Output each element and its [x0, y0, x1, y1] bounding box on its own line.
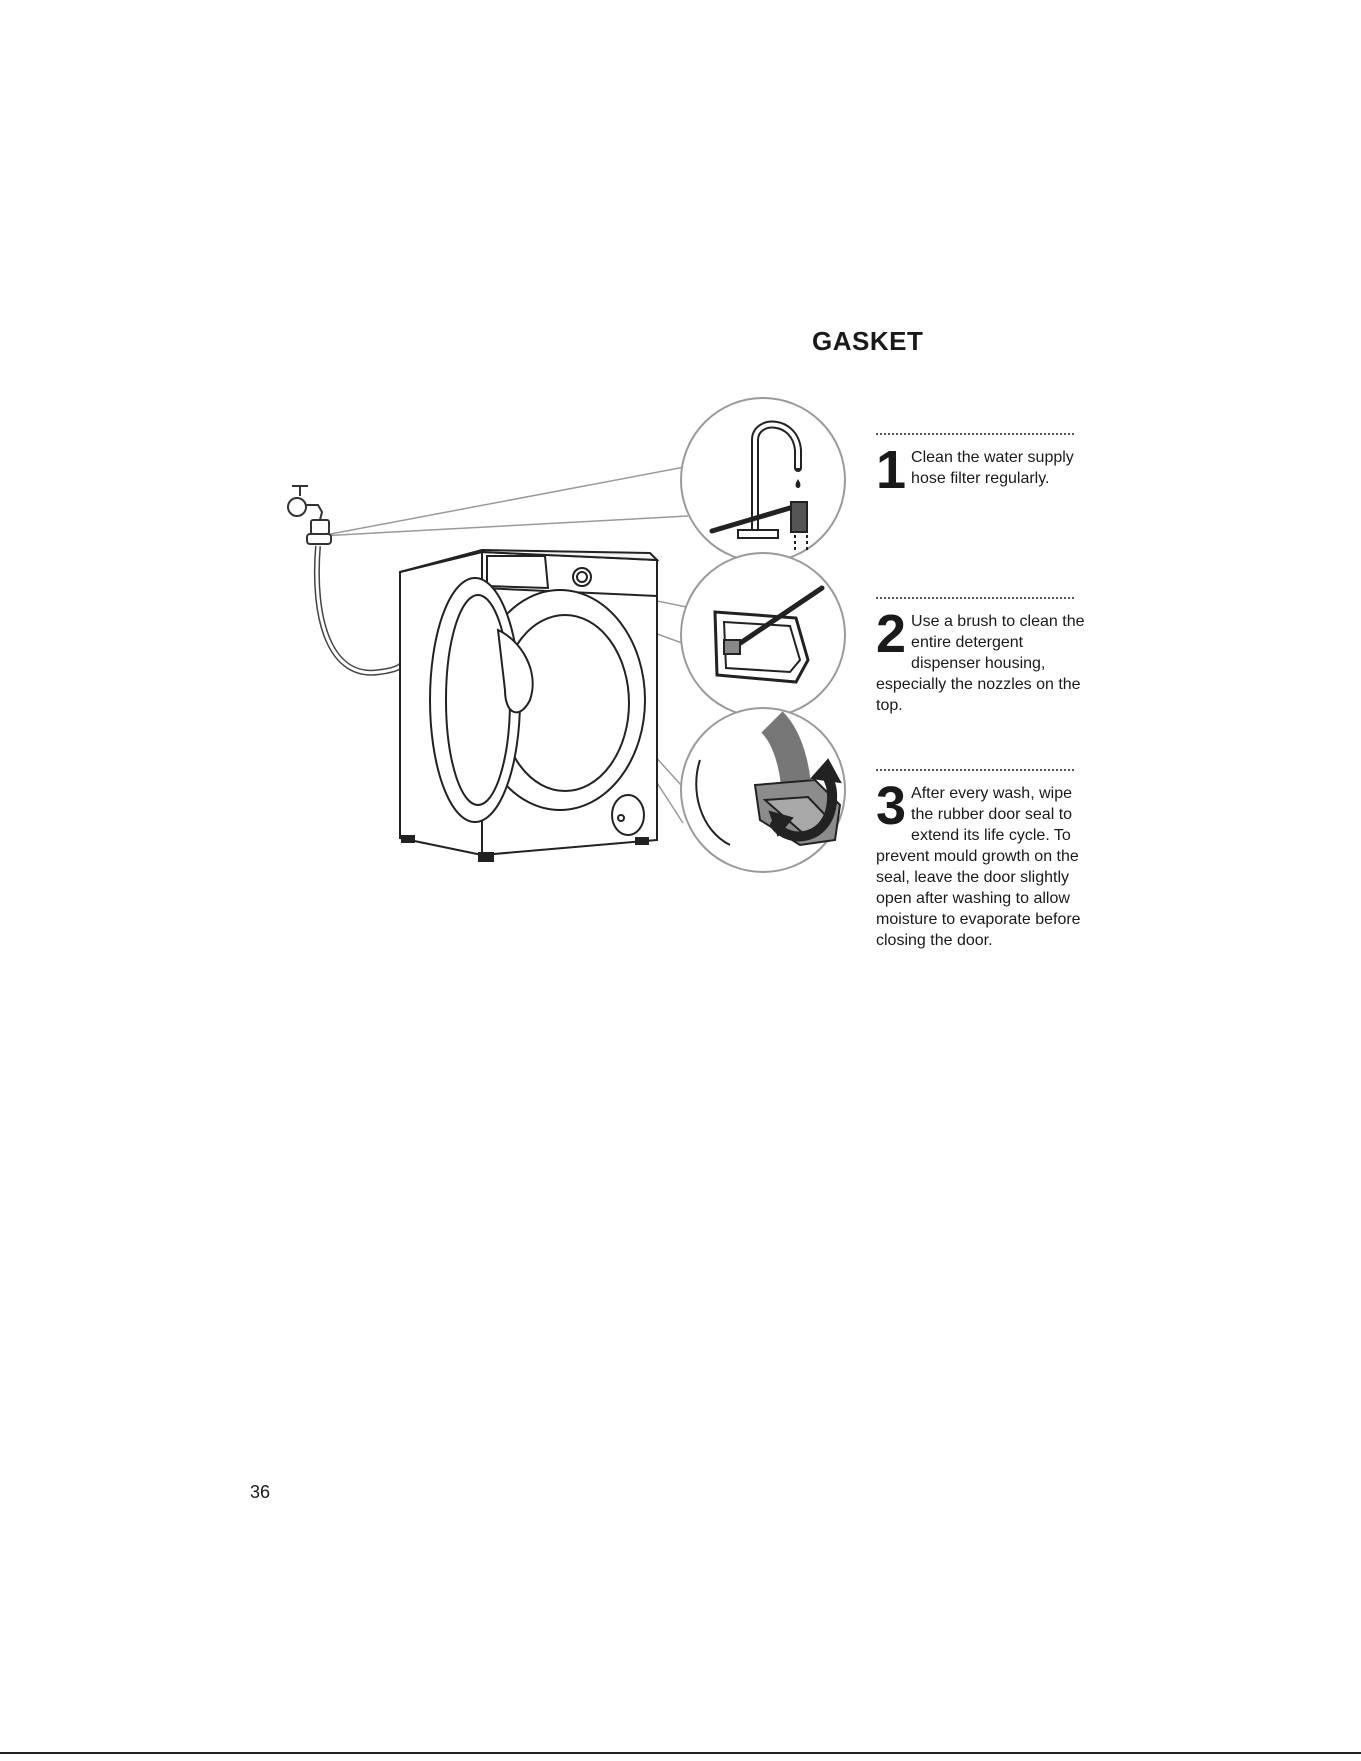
step-text: Clean the water supply hose filter regularly. [911, 449, 1074, 487]
dotted-divider [876, 769, 1074, 771]
dotted-divider [876, 433, 1074, 435]
step-2 [876, 597, 1086, 716]
step-3 [876, 769, 1086, 951]
dotted-divider [876, 597, 1074, 599]
page-title: GASKET [812, 326, 924, 356]
step-number: 2 [876, 604, 907, 664]
water-tap-icon [288, 486, 331, 544]
step-number: 3 [876, 776, 907, 836]
step-text: Use a brush to clean the entire detergent dispenser housing, especially the nozzles on the top. [876, 613, 1085, 714]
step-text: After every wash, wipe the rubber door seal to extend its life cycle. To prevent mould growth on the seal, leave the door slightly open after washing to allow moisture to evaporate before closing the door. [876, 785, 1081, 949]
washing-machine-icon [400, 550, 657, 861]
page-number: 36 [250, 1482, 271, 1502]
step-1 [876, 433, 1086, 500]
bottom-border [0, 1752, 1361, 1754]
step-number: 1 [876, 440, 907, 500]
water-hose [317, 546, 405, 673]
